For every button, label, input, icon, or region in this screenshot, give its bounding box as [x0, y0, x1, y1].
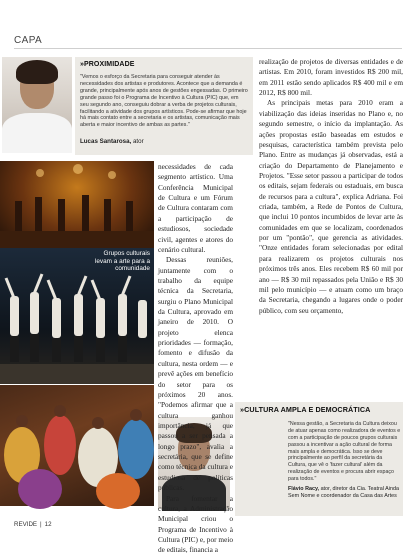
quote-signature: Lucas Santarosa, ator [80, 138, 144, 145]
quote-heading: »PROXIMIDADE [80, 61, 135, 68]
paragraph: Dessas reuniões, juntamente com o trabalho da equipe técnica da Secretaria, surgiu o Plano Municipal da Cultura, aprovado em janeiro de 2010. O projeto elenca prioridades — formação, fomento e difusão da cultura, nesta ordem — e prevê ações em benefício do setor para os próximos 20 anos. "Podemos afirmar que a cultura ganhou importância, já que passou a ser pensada a longo prazo", avalia a secretária, que se define como técnica da cultura e estudiosa de políticas públicas. [158, 255, 233, 493]
page-number: 12 [44, 521, 52, 528]
quote-text: "Vemos o esforço da Secretaria para conseguir atender às necessidades dos artistas e produtores. Acontece que a demanda é grande, principalmente após anos de gestões engessadas. O primeiro grande passo foi o Programa de Incentivo à Cultura (PIC) que, em seu segundo ano, conseguiu dobrar a verba de projetos culturais, facilitando a atividade dos grupos artísticos. Pode-se afirmar que hoje há mais contato entre a secretaria e os artistas, comunicação mais aberta e maior incentivo de ambas as partes." [80, 74, 248, 129]
page-footer [14, 521, 52, 528]
paragraph: realização de projetos de diversas entidades e de artistas. Em 2010, foram investidos R$ 200 mil, em 2011 estão sendo aplicados R$ 400 mil e em 2012, R$ 800 mil. [259, 57, 403, 98]
article-column-right [259, 57, 403, 316]
stage-performance-photo [0, 161, 154, 249]
article-column-middle [158, 162, 233, 556]
portrait-photo-lucas [2, 57, 72, 152]
footer-separator: | [40, 521, 42, 528]
folk-dance-photo [0, 385, 154, 506]
quote-text: "Nessa gestão, a Secretaria da Cultura deixou de atuar apenas como realizadora de eventos e com a participação de poucos grupos culturais passou a incentivar a ação cultural de forma mais ampla e democrática. Isso se deve principalmente ao perfil da secretária da Cultura, que vê o 'fazer cultural' além da realização de eventos e procura abrir espaço para todos." [288, 421, 401, 482]
top-rule [14, 48, 402, 49]
quote-heading: »CULTURA AMPLA E DEMOCRÁTICA [240, 405, 371, 414]
paragraph: Para fomentar a cultura, a Administração Municipal criou o Programa de Incentivo à Cultura (PIC) e, por meio de editais, financia a [158, 493, 233, 555]
magazine-name: REVIDE [14, 521, 38, 528]
paragraph: necessidades de cada segmento artístico. Uma Conferência Municipal de Cultura e um Fórum de Cultura contaram com a participação de estudiosos, sociedade civil, agentes e atores do cenário cultural. [158, 162, 233, 254]
section-label: CAPA [14, 35, 43, 46]
chevron-right-icon: » [80, 61, 84, 68]
chevron-right-icon: » [240, 405, 245, 414]
quote-signature: Flávio Racy, ator, diretor da Cia. Teatral Ainda Sem Nome e coordenador da Casa das Artes [288, 486, 399, 500]
paragraph: As principais metas para 2010 eram a viabilização das ideias inseridas no Plano e, no segundo semestre, o início da implantação. As ações propostas estão baseadas em estudos e pesquisas, característica também prevista pelo Plano. Entre as mudanças já observadas, está a criação do Departamento de Planejamento e Projetos. "Esse setor passou a participar de todos os editais, sejam federais ou estaduais, em busca de recursos para a cultura", explica Adriana. Foi criada, também, a Rede de Pontos de Cultura, que inclui 10 pontos incumbidos de levar arte às comunidades em que se localizam, coordenados por um "pontão", que gerencia as atividades. "Onze entidades foram selecionadas por edital para realizarem os projetos culturais nos próximos três anos. Eles recebem R$ 60 mil por ano — R$ 30 mil repassados pela União e R$ 30 mil pelo município — e atuam como um braço da Secretaria, chegando a lugares onde o poder público, com seu orçamento, [259, 98, 403, 315]
quote-box-proximidade [75, 57, 253, 155]
photo-caption: Grupos culturais levam a arte para a comunidade [94, 250, 150, 273]
